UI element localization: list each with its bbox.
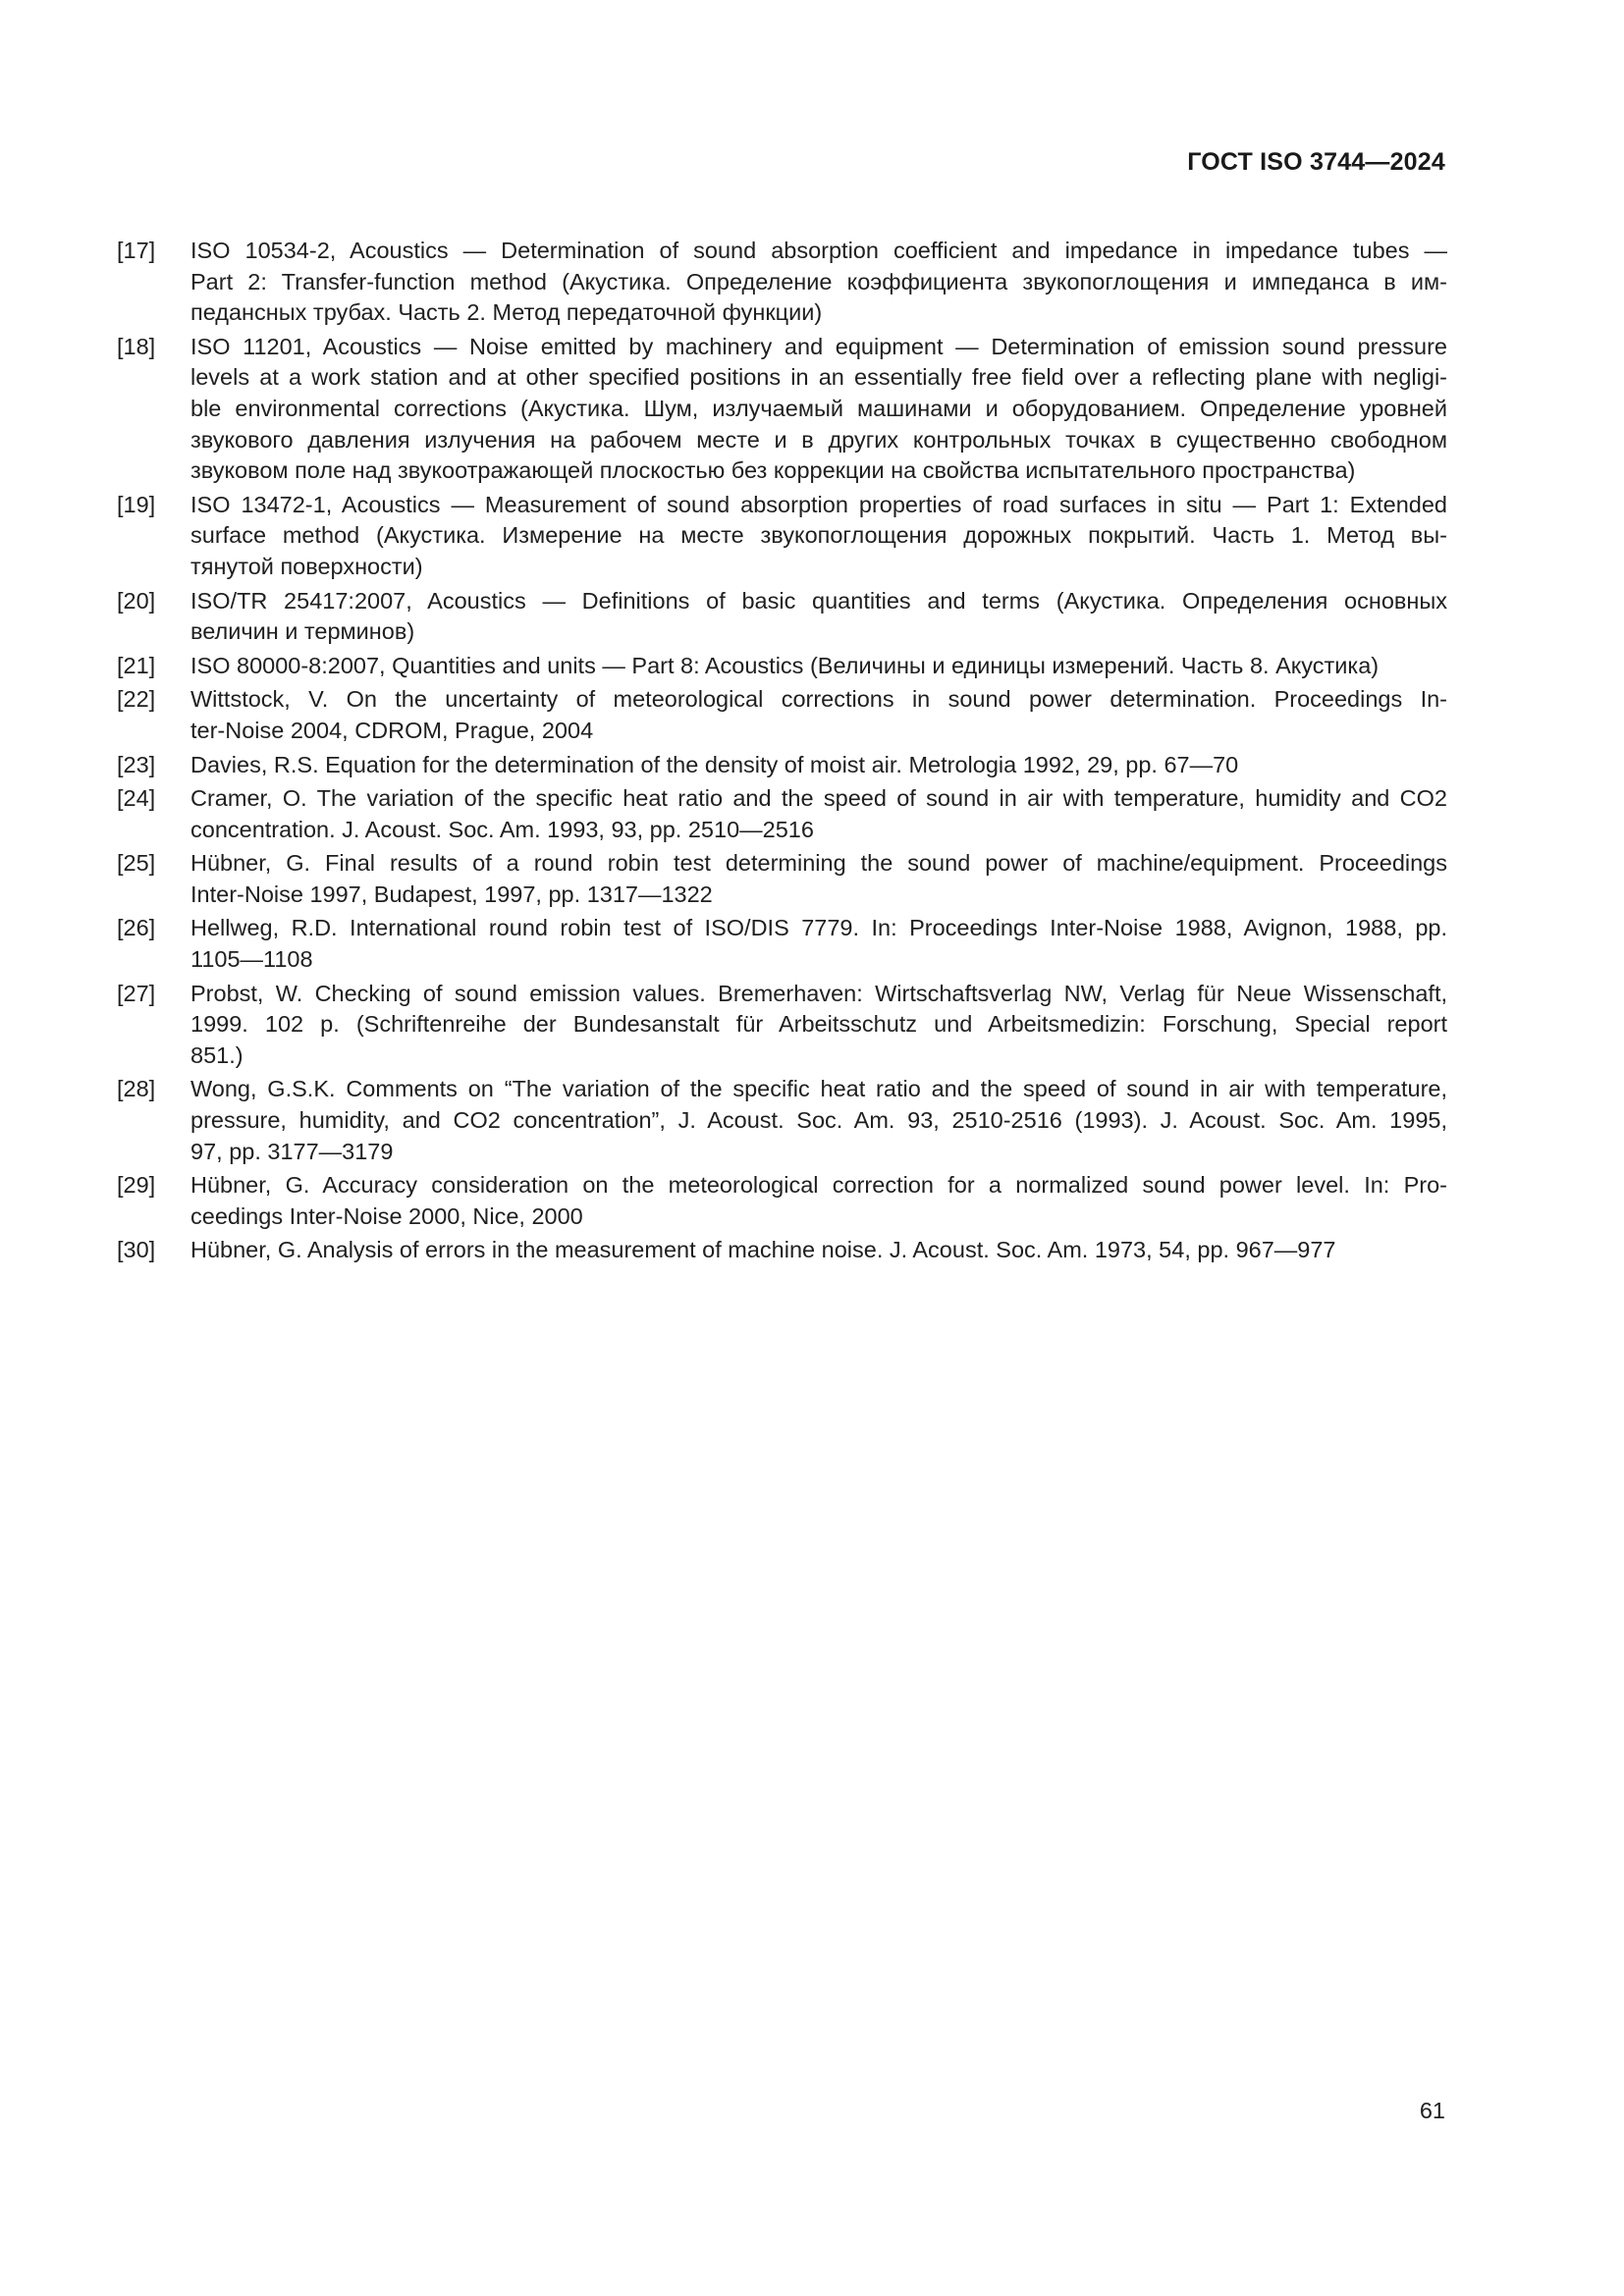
reference-line: звуковом поле над звукоотражающей плоскостью без коррекции на свойства испытательного пространства) — [190, 457, 1356, 484]
reference-item — [117, 1235, 1447, 1266]
reference-line: ISO 80000-8:2007, Quantities and units — Part 8: Acoustics (Величины и единицы измерений. Часть 8. Акустика) — [190, 652, 1380, 678]
reference-text — [190, 1074, 1447, 1167]
reference-number: [21] — [117, 652, 156, 678]
reference-line: pressure, humidity, and CO2 concentration”, J. Acoust. Soc. Am. 93, 2510-2516 (1993). J. Acoust. Soc. Am. 1995, — [190, 1107, 1447, 1134]
reference-item — [117, 490, 1447, 583]
reference-number: [27] — [117, 980, 156, 1006]
reference-item — [117, 236, 1447, 329]
reference-number: [17] — [117, 238, 156, 263]
reference-line: levels at a work station and at other specified positions in an essentially free field over a reflecting plane with negligi- — [190, 364, 1447, 391]
reference-text — [190, 783, 1447, 845]
reference-number: [24] — [117, 785, 156, 812]
reference-line: ceedings Inter-Noise 2000, Nice, 2000 — [190, 1202, 583, 1229]
reference-item — [117, 586, 1447, 648]
reference-item — [117, 1170, 1447, 1232]
reference-number: [18] — [117, 333, 156, 359]
reference-line: величин и терминов) — [190, 618, 415, 645]
reference-line: тянутой поверхности) — [190, 553, 423, 579]
page-number: 61 — [1419, 2098, 1445, 2123]
reference-line: 851.) — [190, 1041, 244, 1068]
reference-line: ISO 10534-2, Acoustics — Determination of sound absorption coefficient and impedance in impedance tubes — — [190, 238, 1447, 263]
reference-number: [23] — [117, 751, 156, 777]
reference-line: Hellweg, R.D. International round robin test of ISO/DIS 7779. In: Proceedings Inter-Noise 1988, Avignon, 1988, pp. — [190, 915, 1447, 941]
reference-line: Hübner, G. Analysis of errors in the measurement of machine noise. J. Acoust. Soc. Am. 1973, 54, pp. 967—977 — [190, 1237, 1336, 1263]
bibliography-list — [117, 236, 1447, 1269]
reference-number: [26] — [117, 915, 156, 941]
reference-text — [190, 979, 1447, 1072]
reference-item — [117, 783, 1447, 845]
reference-line: ISO/TR 25417:2007, Acoustics — Definitions of basic quantities and terms (Акустика. Определения основных — [190, 587, 1447, 614]
reference-number: [19] — [117, 491, 156, 517]
reference-line: Cramer, O. The variation of the specific heat ratio and the speed of sound in air with temperature, humidity and CO2 — [190, 785, 1447, 812]
reference-number: [28] — [117, 1076, 156, 1102]
reference-number: [30] — [117, 1237, 156, 1263]
reference-item — [117, 1074, 1447, 1167]
reference-line: Hübner, G. Final results of a round robin test determining the sound power of machine/equipment. Proceedings — [190, 850, 1447, 877]
reference-line: surface method (Акустика. Измерение на месте звукопоглощения дорожных покрытий. Часть 1. Метод вы- — [190, 522, 1447, 549]
reference-line: ISO 13472-1, Acoustics — Measurement of sound absorption properties of road surfaces in situ — Part 1: Extended — [190, 491, 1447, 517]
reference-item — [117, 332, 1447, 487]
reference-text — [190, 750, 1447, 781]
reference-line: ter-Noise 2004, CDROM, Prague, 2004 — [190, 717, 594, 743]
reference-text — [190, 1235, 1447, 1266]
reference-line: звукового давления излучения на рабочем месте и в других контрольных точках в существенно свободном — [190, 426, 1447, 453]
reference-line: concentration. J. Acoust. Soc. Am. 1993, 93, pp. 2510—2516 — [190, 816, 814, 842]
reference-line: Probst, W. Checking of sound emission values. Bremerhaven: Wirtschaftsverlag NW, Verlag für Neue Wissenschaft, — [190, 980, 1447, 1006]
reference-text — [190, 586, 1447, 648]
reference-item — [117, 848, 1447, 910]
reference-number: [25] — [117, 850, 156, 877]
reference-text — [190, 1170, 1447, 1232]
reference-line: ble environmental corrections (Акустика. Шум, излучаемый машинами и оборудованием. Определение уровней — [190, 395, 1447, 421]
document-header: ГОСТ ISO 3744—2024 — [1187, 148, 1445, 176]
reference-text — [190, 913, 1447, 975]
reference-item — [117, 684, 1447, 746]
reference-line: Inter-Noise 1997, Budapest, 1997, pp. 1317—1322 — [190, 881, 713, 907]
reference-text — [190, 490, 1447, 583]
reference-number: [20] — [117, 587, 156, 614]
reference-line: Hübner, G. Accuracy consideration on the meteorological correction for a normalized sound power level. In: Pro- — [190, 1172, 1447, 1199]
reference-text — [190, 684, 1447, 746]
reference-text — [190, 236, 1447, 329]
reference-line: педансных трубах. Часть 2. Метод передаточной функции) — [190, 299, 823, 326]
reference-line: Wong, G.S.K. Comments on “The variation of the specific heat ratio and the speed of sound in air with temperature, — [190, 1076, 1447, 1102]
reference-item — [117, 913, 1447, 975]
reference-number: [29] — [117, 1172, 156, 1199]
reference-line: 1999. 102 p. (Schriftenreihe der Bundesanstalt für Arbeitsschutz und Arbeitsmedizin: Forschung, Special report — [190, 1011, 1447, 1038]
reference-line: 1105—1108 — [190, 946, 313, 973]
reference-text — [190, 332, 1447, 487]
reference-number: [22] — [117, 686, 156, 713]
reference-text — [190, 651, 1447, 682]
reference-line: Davies, R.S. Equation for the determination of the density of moist air. Metrologia 1992, 29, pp. 67—70 — [190, 751, 1239, 777]
reference-line: Wittstock, V. On the uncertainty of meteorological corrections in sound power determination. Proceedings In- — [190, 686, 1447, 713]
reference-line: ISO 11201, Acoustics — Noise emitted by machinery and equipment — Determination of emission sound pressure — [190, 333, 1447, 359]
reference-item — [117, 651, 1447, 682]
reference-text — [190, 848, 1447, 910]
reference-item — [117, 750, 1447, 781]
reference-line: Part 2: Transfer-function method (Акустика. Определение коэффициента звукопоглощения и импеданса в им- — [190, 268, 1447, 294]
reference-line: 97, pp. 3177—3179 — [190, 1138, 394, 1164]
reference-item — [117, 979, 1447, 1072]
